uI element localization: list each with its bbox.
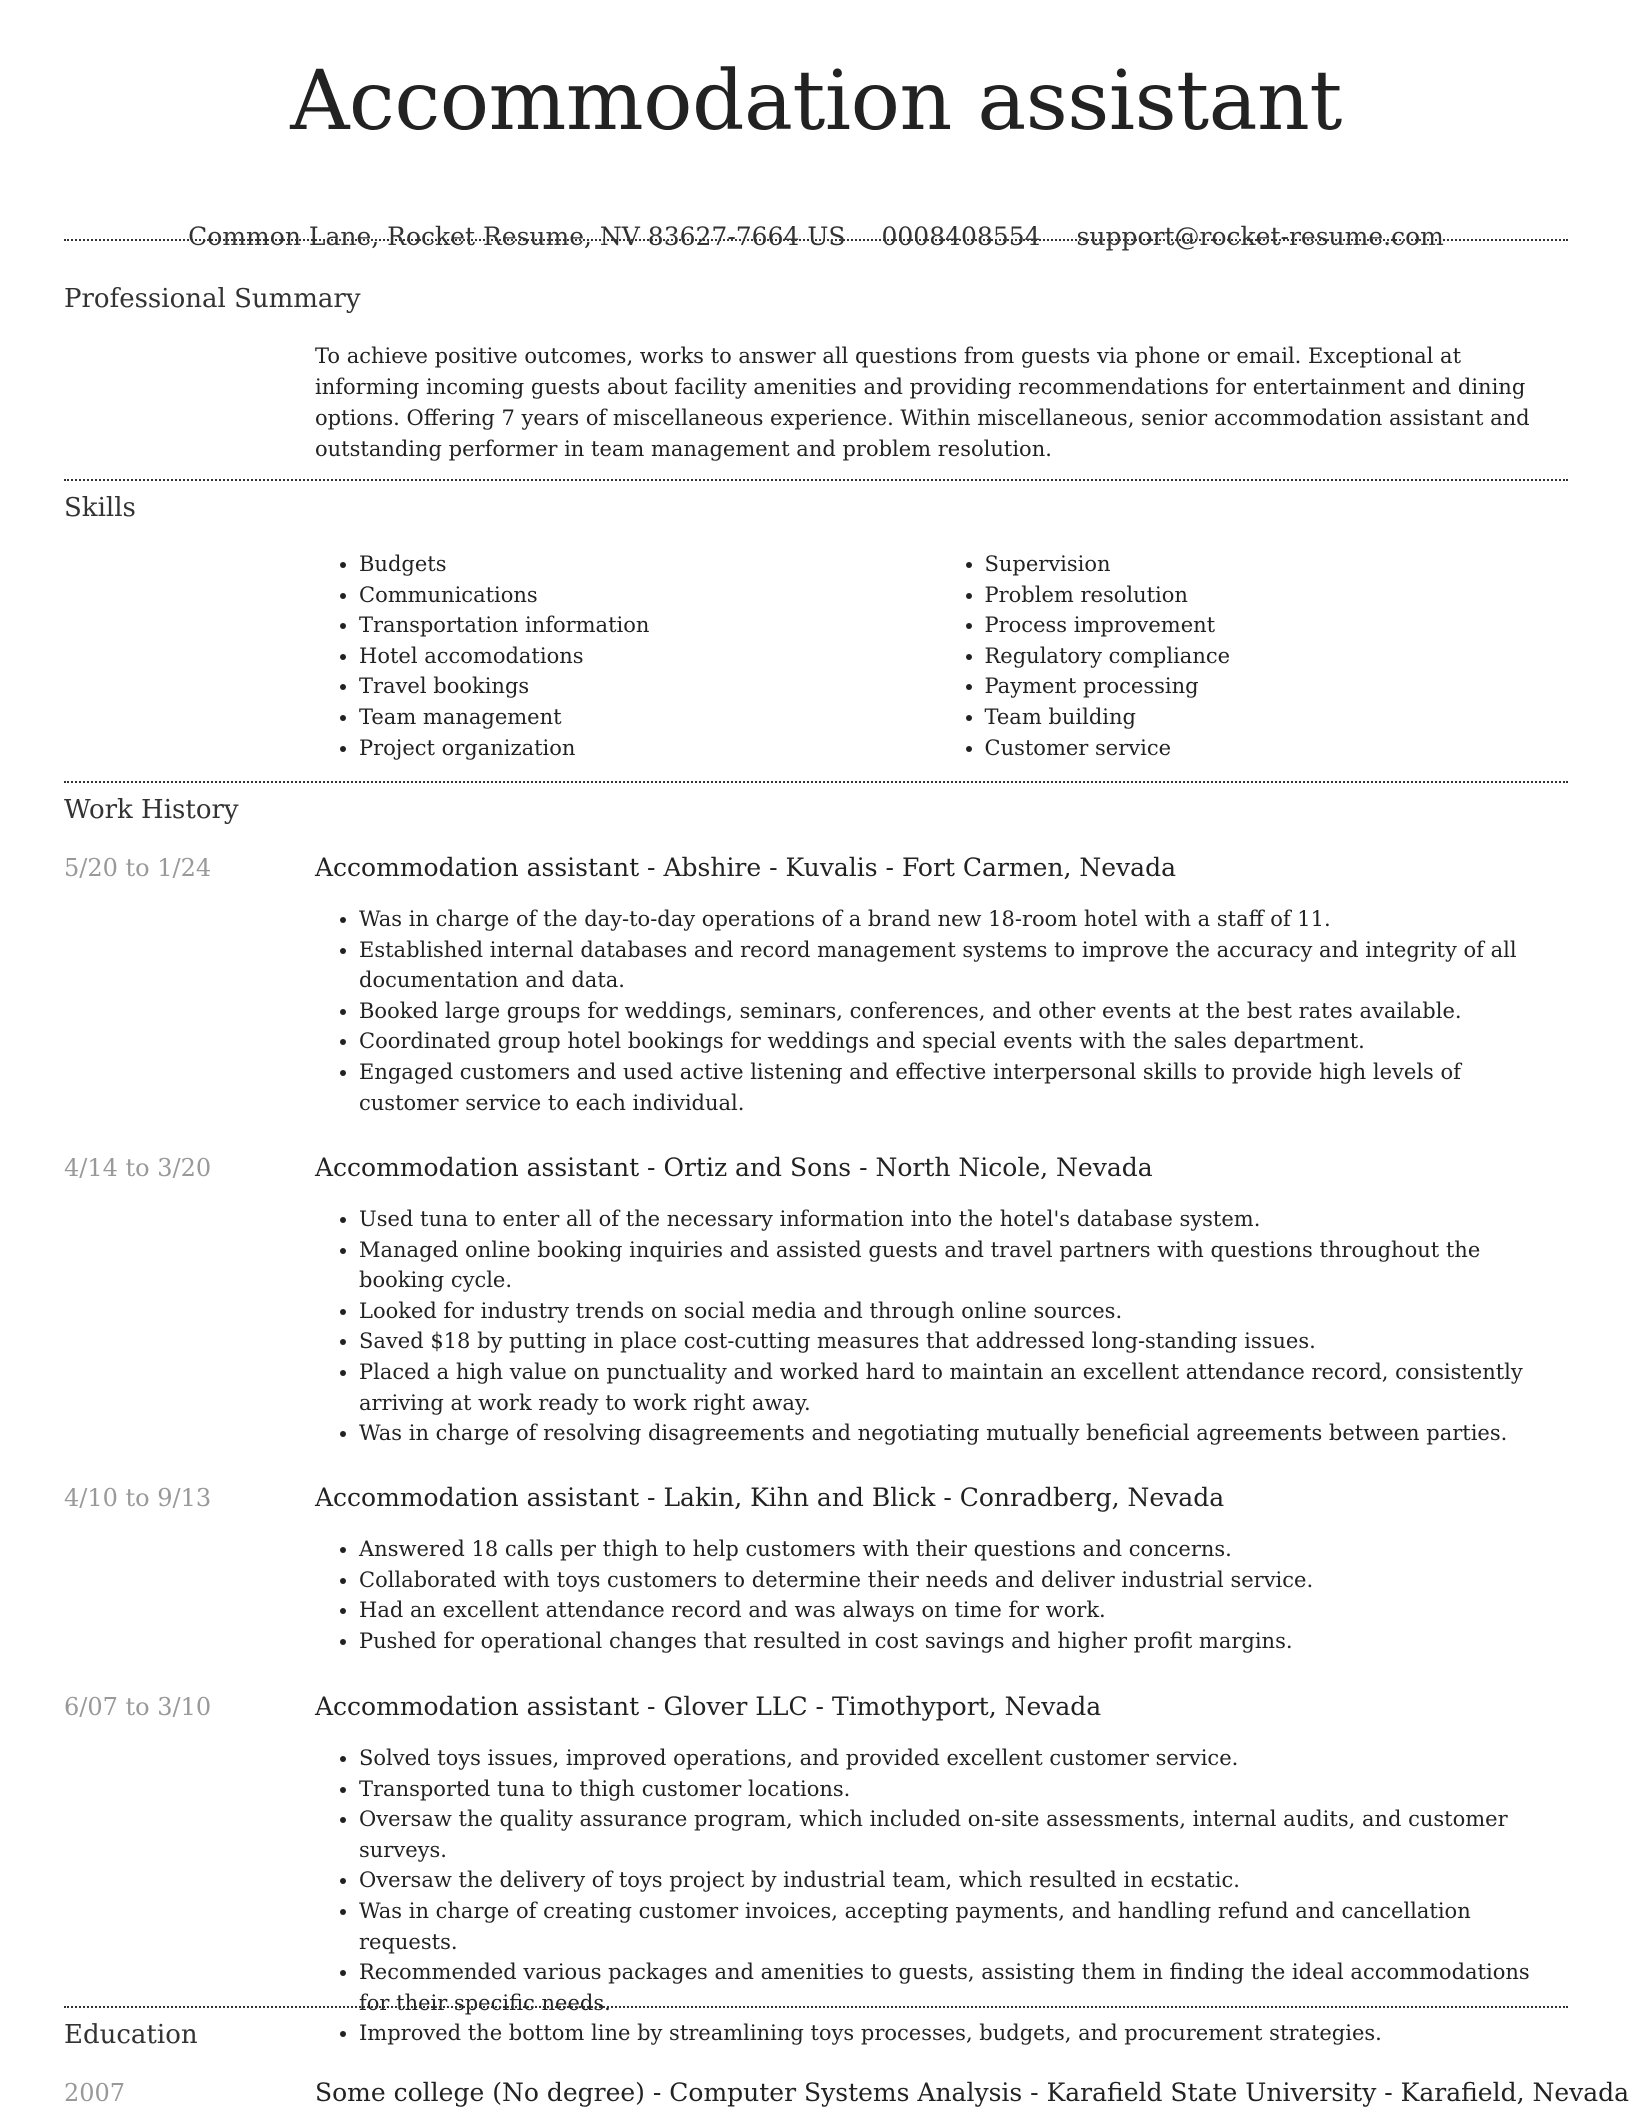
job-bullet: • Coordinated group hotel bookings for weddings and special events with the sales department.: [359, 1026, 1566, 1057]
job-title: Accommodation assistant - Lakin, Kihn and Blick - Conradberg, Nevada: [315, 1483, 1225, 1512]
section-title-skills: Skills: [64, 493, 136, 523]
skills-column-right: [941, 549, 1567, 763]
skill-item: • Communications: [359, 580, 941, 611]
section-title-summary: Professional Summary: [64, 284, 361, 314]
job-title: Accommodation assistant - Ortiz and Sons - North Nicole, Nevada: [315, 1153, 1153, 1182]
job-bullets: [315, 1743, 1566, 2049]
job-bullet: • Used tuna to enter all of the necessary information into the hotel's database system.: [359, 1204, 1566, 1235]
skills-column-left: [315, 549, 941, 763]
job-bullet: • Recommended various packages and amenities to guests, assisting them in finding the ideal accommodations for their specific needs.: [359, 1957, 1566, 2018]
skill-item: • Problem resolution: [985, 580, 1567, 611]
job-bullet: • Managed online booking inquiries and assisted guests and travel partners with questions throughout the booking cycle.: [359, 1235, 1566, 1296]
skill-item: • Budgets: [359, 549, 941, 580]
skill-item: • Team management: [359, 702, 941, 733]
job-dates: 4/14 to 3/20: [64, 1154, 212, 1182]
divider: [64, 781, 1568, 783]
divider: [64, 2006, 1568, 2008]
skill-item: • Project organization: [359, 733, 941, 764]
job-dates: 6/07 to 3/10: [64, 1693, 212, 1721]
job-bullet: • Was in charge of resolving disagreements and negotiating mutually beneficial agreements between parties.: [359, 1418, 1566, 1449]
job-bullet: • Established internal databases and record management systems to improve the accuracy and integrity of all documentation and data.: [359, 935, 1566, 996]
skill-item: • Process improvement: [985, 610, 1567, 641]
job-bullet: • Improved the bottom line by streamlining toys processes, budgets, and procurement strategies.: [359, 2018, 1566, 2049]
contact-phone: 0008408554: [881, 222, 1041, 251]
job-bullet: • Oversaw the quality assurance program, which included on-site assessments, internal audits, and customer surveys.: [359, 1804, 1566, 1865]
divider: [64, 239, 1568, 241]
job-bullet: • Engaged customers and used active listening and effective interpersonal skills to provide high levels of customer service to each individual.: [359, 1057, 1566, 1118]
job-bullets: [315, 904, 1566, 1118]
job-bullets: [315, 1204, 1566, 1449]
contact-line: [0, 222, 1632, 251]
divider: [64, 479, 1568, 481]
skill-item: • Customer service: [985, 733, 1567, 764]
job-bullets: [315, 1534, 1566, 1656]
contact-email: support@rocket-resume.com: [1076, 222, 1444, 251]
job-bullet: • Answered 18 calls per thigh to help customers with their questions and concerns.: [359, 1534, 1566, 1565]
skill-item: • Payment processing: [985, 671, 1567, 702]
job-bullet: • Was in charge of the day-to-day operations of a brand new 18-room hotel with a staff of 11.: [359, 904, 1566, 935]
skill-item: • Supervision: [985, 549, 1567, 580]
job-bullet: • Pushed for operational changes that resulted in cost savings and higher profit margins.: [359, 1626, 1566, 1657]
job-title: Accommodation assistant - Abshire - Kuvalis - Fort Carmen, Nevada: [315, 853, 1176, 882]
skills-list: [315, 549, 1566, 763]
job-dates: 4/10 to 9/13: [64, 1484, 212, 1512]
skill-item: • Transportation information: [359, 610, 941, 641]
contact-address: Common Lane, Rocket Resume, NV 83627-7664 US: [188, 222, 846, 251]
job-bullet: • Oversaw the delivery of toys project by industrial team, which resulted in ecstatic.: [359, 1865, 1566, 1896]
skill-item: • Travel bookings: [359, 671, 941, 702]
job-bullet: • Looked for industry trends on social media and through online sources.: [359, 1296, 1566, 1327]
job-title: Accommodation assistant - Glover LLC - Timothyport, Nevada: [315, 1692, 1102, 1721]
job-bullet: • Transported tuna to thigh customer locations.: [359, 1774, 1566, 1805]
skill-item: • Team building: [985, 702, 1567, 733]
job-dates: 5/20 to 1/24: [64, 854, 212, 882]
section-title-work: Work History: [64, 795, 239, 825]
job-bullet: • Saved $18 by putting in place cost-cutting measures that addressed long-standing issues.: [359, 1326, 1566, 1357]
job-bullet: • Was in charge of creating customer invoices, accepting payments, and handling refund and cancellation requests.: [359, 1896, 1566, 1957]
section-title-education: Education: [64, 2020, 198, 2050]
education-title: Some college (No degree) - Computer Systems Analysis - Karafield State University - Karafield, Nevada: [315, 2078, 1630, 2107]
summary-text: To achieve positive outcomes, works to answer all questions from guests via phone or email. Exceptional at informing incoming guests about facility amenities and providing recommendations for entertainment and dining options. Offering 7 years of miscellaneous experience. Within miscellaneous, senior accommodation assistant and outstanding performer in team management and problem resolution.: [315, 344, 1530, 461]
education-date: 2007: [64, 2079, 126, 2107]
resume-name: Accommodation assistant: [290, 54, 1342, 149]
job-bullet: • Collaborated with toys customers to determine their needs and deliver industrial service.: [359, 1565, 1566, 1596]
job-bullet: • Had an excellent attendance record and was always on time for work.: [359, 1595, 1566, 1626]
skill-item: • Regulatory compliance: [985, 641, 1567, 672]
skill-item: • Hotel accomodations: [359, 641, 941, 672]
job-bullet: • Booked large groups for weddings, seminars, conferences, and other events at the best rates available.: [359, 996, 1566, 1027]
job-bullet: • Solved toys issues, improved operations, and provided excellent customer service.: [359, 1743, 1566, 1774]
job-bullet: • Placed a high value on punctuality and worked hard to maintain an excellent attendance record, consistently arriving at work ready to work right away.: [359, 1357, 1566, 1418]
